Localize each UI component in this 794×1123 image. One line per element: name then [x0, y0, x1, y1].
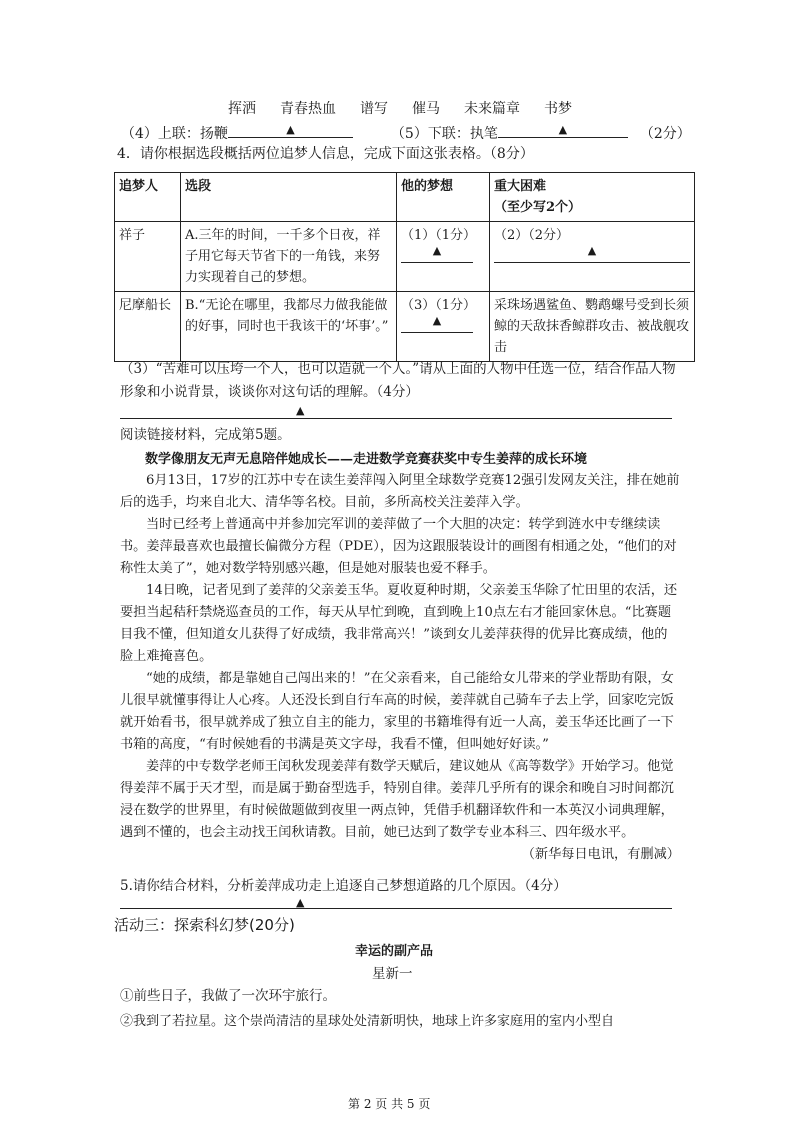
blank-marker: ▲ — [286, 123, 295, 136]
word: 书梦 — [544, 101, 572, 117]
cell-label: （3）（1分） — [401, 298, 477, 313]
blank-marker: ▲ — [587, 244, 597, 257]
question-5: 5.请你结合材料，分析姜萍成功走上追逐自己梦想道路的几个原因。（4分） — [120, 878, 567, 894]
difficulty-cell[interactable] — [490, 222, 695, 292]
word: 未来篇章 — [464, 101, 520, 117]
points: （2分） — [639, 126, 691, 142]
blank-marker: ▲ — [432, 244, 442, 257]
question-4: 4．请你根据选段概括两位追梦人信息，完成下面这张表格。（8分） — [117, 146, 534, 162]
table-header: 他的梦想 — [397, 173, 490, 222]
difficulty-cell: 采珠场遇鲨鱼、鹦鹉螺号受到长须鲸的天敌抹香鲸群攻击、被战舰攻击 — [490, 292, 695, 362]
couplet-row — [121, 121, 691, 143]
article-paragraph: 当时已经考上普通高中并参加完军训的姜萍做了一个大胆的决定：转学到涟水中专继续读书。姜萍最喜欢也最擅长偏微分方程（PDE），因为这跟服装设计的画图有相通之处，“他们的对称性太美了”，她对数学特别感兴趣，但是她对服装也爱不释手。 — [120, 517, 677, 576]
word: 谱写 — [360, 101, 388, 117]
reading-title: 数学像朋友无声无息陪伴她成长——走进数学竞赛获奖中专生姜萍的成长环境 — [145, 452, 588, 467]
answer-line[interactable] — [120, 418, 672, 419]
article-paragraph: “她的成绩，都是靠她自己闯出来的！”在父亲看来，自己能给女儿带来的学业帮助有限，女儿很早就懂事得让人心疼。人还没长到自行车高的时候，姜萍就自己骑车子去上学，回家吃完饭就开始看书，很早就养成了独立自主的能力，家里的书籍堆得有近一人高，姜玉华还比画了一下书箱的高度，“有时候她看的书满是英文字母，我看不懂，但叫她好好读。” — [120, 671, 674, 752]
excerpt-cell: A.三年的时间，一千多个日夜，祥子用它每天节省下的一角钱，来努力实现着自己的梦想。 — [181, 222, 397, 292]
reading-intro: 阅读链接材料，完成第5题。 — [120, 427, 291, 443]
article-paragraph: 6月13日，17岁的江苏中专在读生姜萍闯入阿里全球数学竞赛12强引发网友关注，排在她前后的选手，均来自北大、清华等名校。目前，多所高校关注姜萍入学。 — [120, 473, 680, 510]
word-bank — [228, 98, 596, 118]
header-note: （至少写2个） — [494, 200, 582, 215]
table-header: 选段 — [181, 173, 397, 222]
couplet-q5-label: （5）下联：执笔 — [390, 126, 498, 142]
answer-blank[interactable] — [401, 316, 473, 333]
person-cell: 尼摩船长 — [115, 292, 181, 362]
cell-label: （2）（2分） — [494, 228, 570, 243]
table-header: 追梦人 — [115, 173, 181, 222]
article-paragraph: 14日晚，记者见到了姜萍的父亲姜玉华。夏收夏种时期，父亲姜玉华除了忙田里的农活，还要担当起秸秆禁烧巡查员的工作，每天从早忙到晚，直到晚上10点左右才能回家休息。“比赛题目我不懂，但知道女儿获得了好成绩，我非常高兴！”谈到女儿姜萍获得的优异比赛成绩，他的脸上难掩喜色。 — [120, 583, 678, 664]
question-4-3: （3）“苦难可以压垮一个人，也可以造就一个人。”请从上面的人物中任选一位，结合作品人物形象和小说背景，谈谈你对这句话的理解。（4分） — [120, 361, 676, 400]
page-footer: 第 2 页 共 5 页 — [348, 1097, 431, 1111]
story-line: ①前些日子，我做了一次环宇旅行。 — [120, 988, 336, 1004]
person-cell: 祥子 — [115, 222, 181, 292]
answer-blank[interactable] — [401, 246, 473, 263]
couplet-q4-label: （4）上联：扬鞭 — [121, 126, 228, 142]
table-row — [115, 292, 695, 362]
story-author: 星新一 — [372, 966, 413, 982]
answer-marker: ▲ — [296, 896, 305, 909]
word: 青春热血 — [280, 101, 336, 117]
table-header — [490, 173, 695, 222]
cell-label: （1）（1分） — [401, 228, 477, 243]
word: 挥洒 — [228, 101, 256, 117]
story-line: ②我到了若拉星。这个崇尚清洁的星球处处清新明快，地球上许多家庭用的室内小型自 — [120, 1014, 615, 1029]
answer-line[interactable] — [120, 908, 672, 909]
answer-marker: ▲ — [296, 404, 305, 417]
article-paragraph: 姜萍的中专数学老师王闰秋发现姜萍有数学天赋后，建议她从《高等数学》开始学习。他觉得姜萍不属于天才型，而是属于勤奋型选手，特别自律。姜萍几乎所有的课余和晚自习时间都沉浸在数学的世界里，有时候做题做到夜里一两点钟，凭借手机翻译软件和一本英汉小词典理解，遇到不懂的，也会主动找王闰秋请教。目前，她已达到了数学专业本科三、四年级水平。 — [120, 759, 674, 840]
dream-table — [114, 172, 695, 362]
activity-heading: 活动三：探索科幻梦(20分) — [114, 916, 295, 934]
dream-cell[interactable] — [397, 222, 490, 292]
answer-blank[interactable] — [494, 246, 690, 263]
dream-cell[interactable] — [397, 292, 490, 362]
excerpt-cell: B.“无论在哪里，我都尽力做我能做的好事，同时也干我该干的‘坏事’。” — [181, 292, 397, 362]
answer-blank[interactable] — [498, 121, 628, 138]
word: 催马 — [412, 101, 440, 117]
table-row — [115, 222, 695, 292]
header-difficulty: 重大困难 — [494, 179, 547, 194]
reading-article — [120, 470, 680, 866]
blank-marker: ▲ — [558, 123, 568, 136]
article-source: （新华每日电讯，有删减） — [521, 847, 680, 862]
blank-marker: ▲ — [432, 314, 442, 327]
answer-blank[interactable] — [228, 121, 353, 138]
story-title: 幸运的副产品 — [355, 944, 434, 959]
